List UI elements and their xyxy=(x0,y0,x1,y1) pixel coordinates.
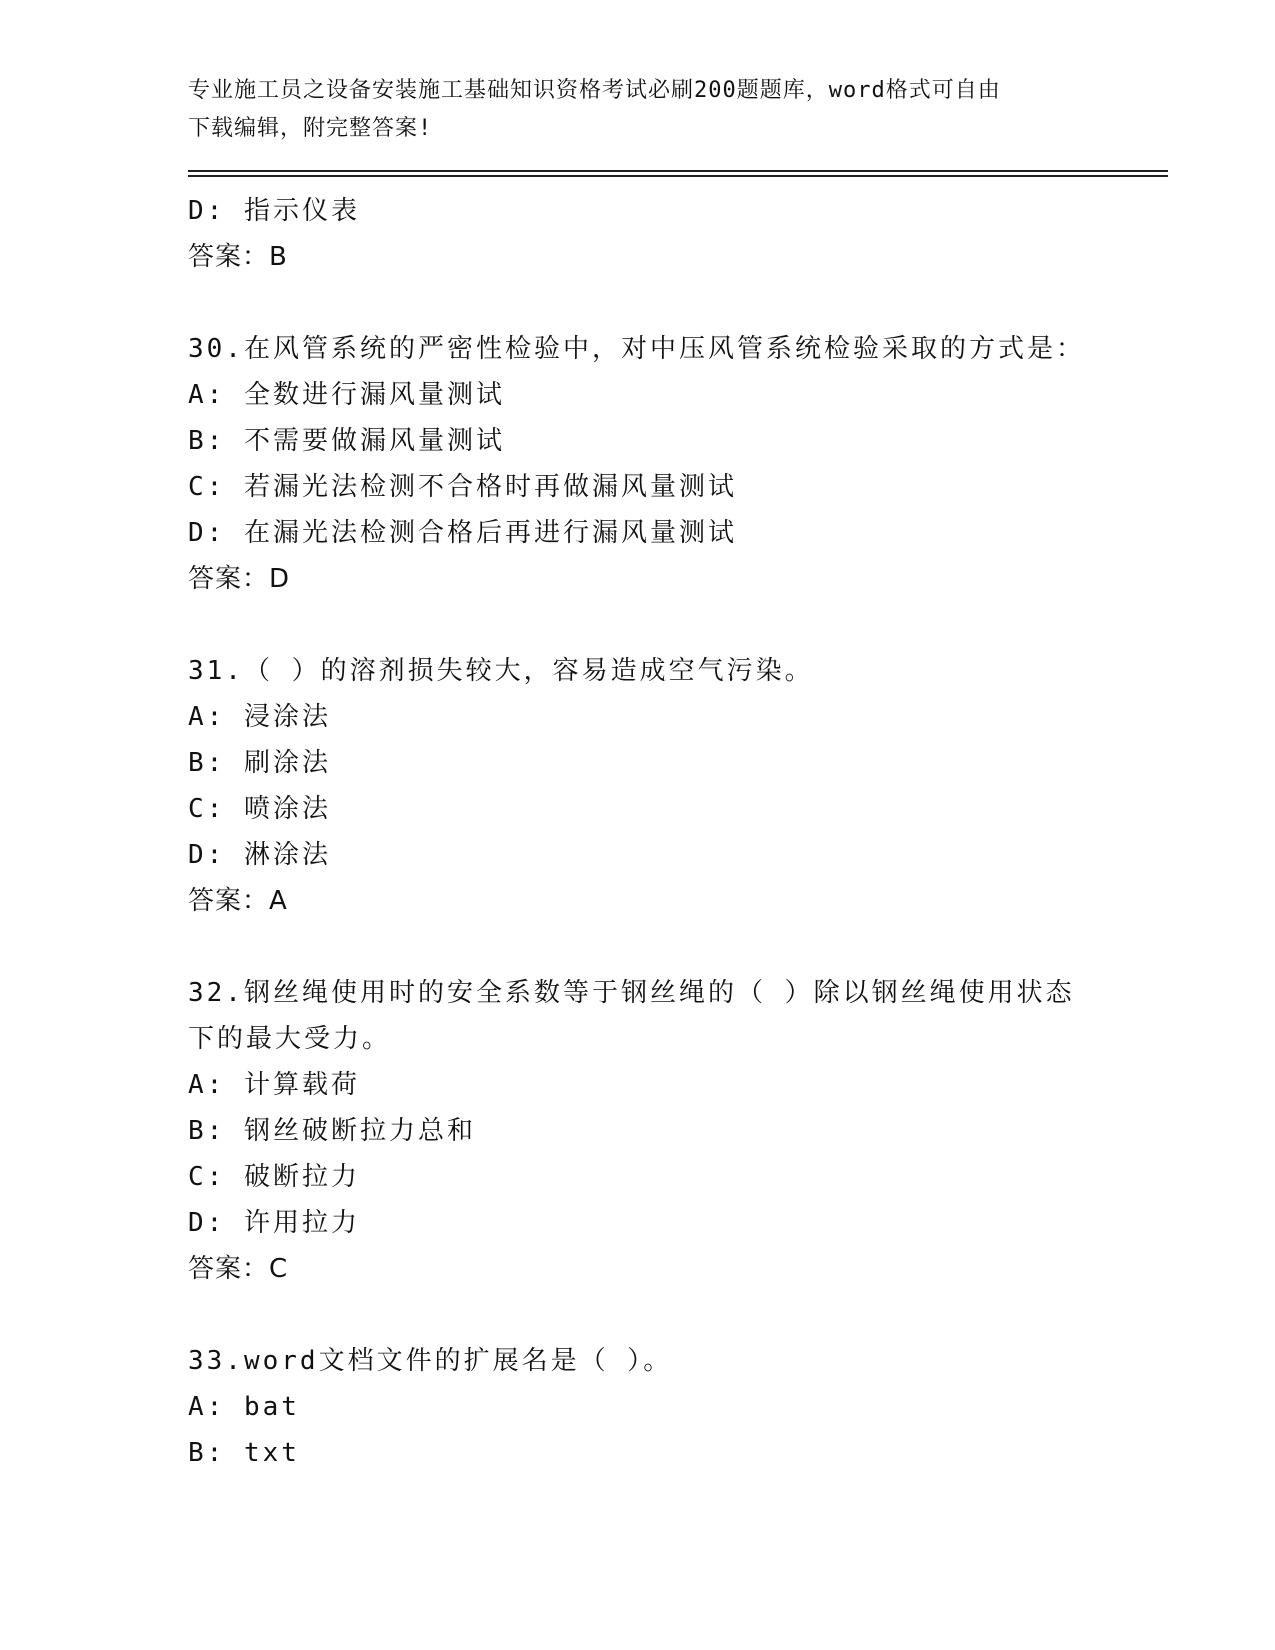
header-line-2: 下载编辑，附完整答案! xyxy=(188,116,433,141)
option-c: C: 破断拉力 xyxy=(188,1162,360,1192)
question-32 xyxy=(188,970,1088,1292)
spacer xyxy=(188,924,1088,970)
answer: 答案：A xyxy=(188,886,288,916)
option-b: B: 刷涂法 xyxy=(188,748,331,778)
option-b: B: 钢丝破断拉力总和 xyxy=(188,1116,476,1146)
option-a: A: bat xyxy=(188,1392,300,1422)
header-divider-top xyxy=(188,170,1168,172)
option-b: B: 不需要做漏风量测试 xyxy=(188,426,505,456)
answer: 答案：C xyxy=(188,1254,289,1284)
option-a: A: 计算载荷 xyxy=(188,1070,360,1100)
answer: 答案：D xyxy=(188,564,291,594)
option-d: D: 许用拉力 xyxy=(188,1208,360,1238)
option-a: A: 浸涂法 xyxy=(188,702,331,732)
spacer xyxy=(188,280,1088,326)
header-line-1: 专业施工员之设备安装施工基础知识资格考试必刷200题题库，word格式可自由 xyxy=(188,78,1001,103)
option-c: C: 若漏光法检测不合格时再做漏风量测试 xyxy=(188,472,737,502)
question-stem: 31.（ ）的溶剂损失较大，容易造成空气污染。 xyxy=(188,656,814,686)
option-b: B: txt xyxy=(188,1438,300,1468)
carryover-option-d: D: 指示仪表 xyxy=(188,196,360,226)
option-a: A: 全数进行漏风量测试 xyxy=(188,380,505,410)
question-30 xyxy=(188,326,1088,602)
question-stem-line-2: 下的最大受力。 xyxy=(188,1024,392,1054)
spacer xyxy=(188,1292,1088,1338)
question-stem-line-1: 32.钢丝绳使用时的安全系数等于钢丝绳的（ ）除以钢丝绳使用状态 xyxy=(188,978,1075,1008)
question-stem: 33.word文档文件的扩展名是（ ）。 xyxy=(188,1346,673,1376)
carryover-answer: 答案：B xyxy=(188,242,288,272)
option-c: C: 喷涂法 xyxy=(188,794,331,824)
option-d: D: 淋涂法 xyxy=(188,840,331,870)
question-33 xyxy=(188,1338,1088,1476)
question-stem: 30.在风管系统的严密性检验中，对中压风管系统检验采取的方式是： xyxy=(188,334,1085,364)
question-list xyxy=(188,188,1088,1476)
header-divider-bottom xyxy=(188,175,1168,177)
page-header xyxy=(188,72,1068,148)
option-d: D: 在漏光法检测合格后再进行漏风量测试 xyxy=(188,518,737,548)
question-31 xyxy=(188,648,1088,924)
spacer xyxy=(188,602,1088,648)
